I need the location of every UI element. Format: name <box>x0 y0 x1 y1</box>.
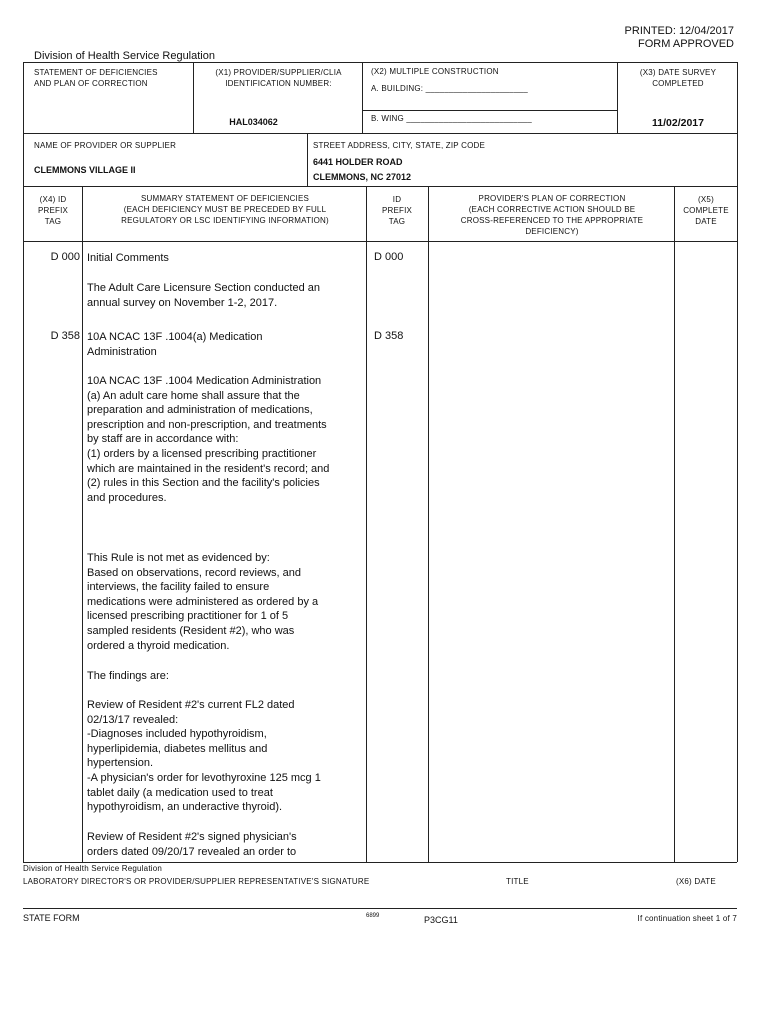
finding-summary: This Rule is not met as evidenced by: Based on observations, record reviews, and interviews, the facility failed to ensure medications were administered as ordered by a licensed prescribing practitioner for 1 of 5 sampled residents (Resident #2), who was ordered a thyroid medication. <box>87 552 319 652</box>
entry-text: The Adult Care Licensure Section conducted an annual survey on November 1-2, 2017. <box>87 282 320 309</box>
x1-value: HAL034062 <box>229 117 278 127</box>
entry-title: Initial Comments <box>87 252 169 264</box>
wing-field: B. WING ___________________________ <box>371 114 532 123</box>
agency-name: Division of Health Service Regulation <box>34 50 215 62</box>
printed-date: PRINTED: 12/04/2017 <box>624 25 734 37</box>
form-number: 6899 <box>366 913 380 919</box>
statement-label: STATEMENT OF DEFICIENCIES AND PLAN OF CORRECTION <box>34 68 158 88</box>
x4-header: (X4) ID PREFIX TAG <box>37 195 69 226</box>
form-status: FORM APPROVED <box>638 38 734 50</box>
findings-heading: The findings are: <box>87 670 169 682</box>
entry-title: 10A NCAC 13F .1004(a) Medication Administration <box>87 331 263 358</box>
event-id: P3CG11 <box>424 915 458 925</box>
finding-detail: Review of Resident #2's signed physician's orders dated 09/20/17 revealed an order to <box>87 831 297 858</box>
provider-name: CLEMMONS VILLAGE II <box>34 165 136 175</box>
address-label: STREET ADDRESS, CITY, STATE, ZIP CODE <box>313 141 486 150</box>
city-state-zip: CLEMMONS, NC 27012 <box>313 172 412 182</box>
entry-id-tag: D 000 <box>374 251 404 263</box>
signature-label: LABORATORY DIRECTOR'S OR PROVIDER/SUPPLIER REPRESENTATIVE'S SIGNATURE <box>23 877 370 886</box>
footer-agency: Division of Health Service Regulation <box>23 864 163 873</box>
x6-date-label: (X6) DATE <box>676 877 716 886</box>
x3-label: (X3) DATE SURVEY COMPLETED <box>639 68 717 88</box>
finding-detail: Review of Resident #2's current FL2 dated 02/13/17 revealed: -Diagnoses included hypothyroidism, hyperlipidemia, diabetes mellitus and hypertension. -A physician's order for levothyroxine 125 mcg 1 tablet daily (a medication used to treat hypothyroidism, an underactive thyroid). <box>87 699 321 814</box>
x3-value: 11/02/2017 <box>652 117 704 129</box>
title-label: TITLE <box>506 877 529 886</box>
entry-tag: D 358 <box>50 330 80 342</box>
rule-text: 10A NCAC 13F .1004 Medication Administration (a) An adult care home shall assure that the preparation and administration of medications, prescription and non-prescription, and treatments by staff are in accordance with: (1) orders by a licensed prescribing practitioner which are maintained in the resident's record; and (2) rules in this Section and the facility's policies and procedures. <box>87 375 330 504</box>
x5-header: (X5) COMPLETE DATE <box>683 195 729 226</box>
building-field: A. BUILDING: ______________________ <box>371 84 528 93</box>
x1-label: (X1) PROVIDER/SUPPLIER/CLIA IDENTIFICATION NUMBER: <box>215 68 342 88</box>
entry-tag: D 000 <box>50 251 80 263</box>
plan-header: PROVIDER'S PLAN OF CORRECTION (EACH CORRECTIVE ACTION SHOULD BE CROSS-REFERENCED TO THE APPROPRIATE DEFICIENCY) <box>460 194 644 236</box>
street-address: 6441 HOLDER ROAD <box>313 157 403 167</box>
entry-id-tag: D 358 <box>374 330 404 342</box>
continuation-sheet: If continuation sheet 1 of 7 <box>637 914 737 923</box>
provider-name-label: NAME OF PROVIDER OR SUPPLIER <box>34 141 177 150</box>
id-header: ID PREFIX TAG <box>381 195 413 226</box>
x2-label: (X2) MULTIPLE CONSTRUCTION <box>371 67 499 76</box>
summary-header: SUMMARY STATEMENT OF DEFICIENCIES (EACH DEFICIENCY MUST BE PRECEDED BY FULL REGULATORY OR LSC IDENTIFYING INFORMATION) <box>121 194 329 225</box>
state-form-label: STATE FORM <box>23 913 80 923</box>
